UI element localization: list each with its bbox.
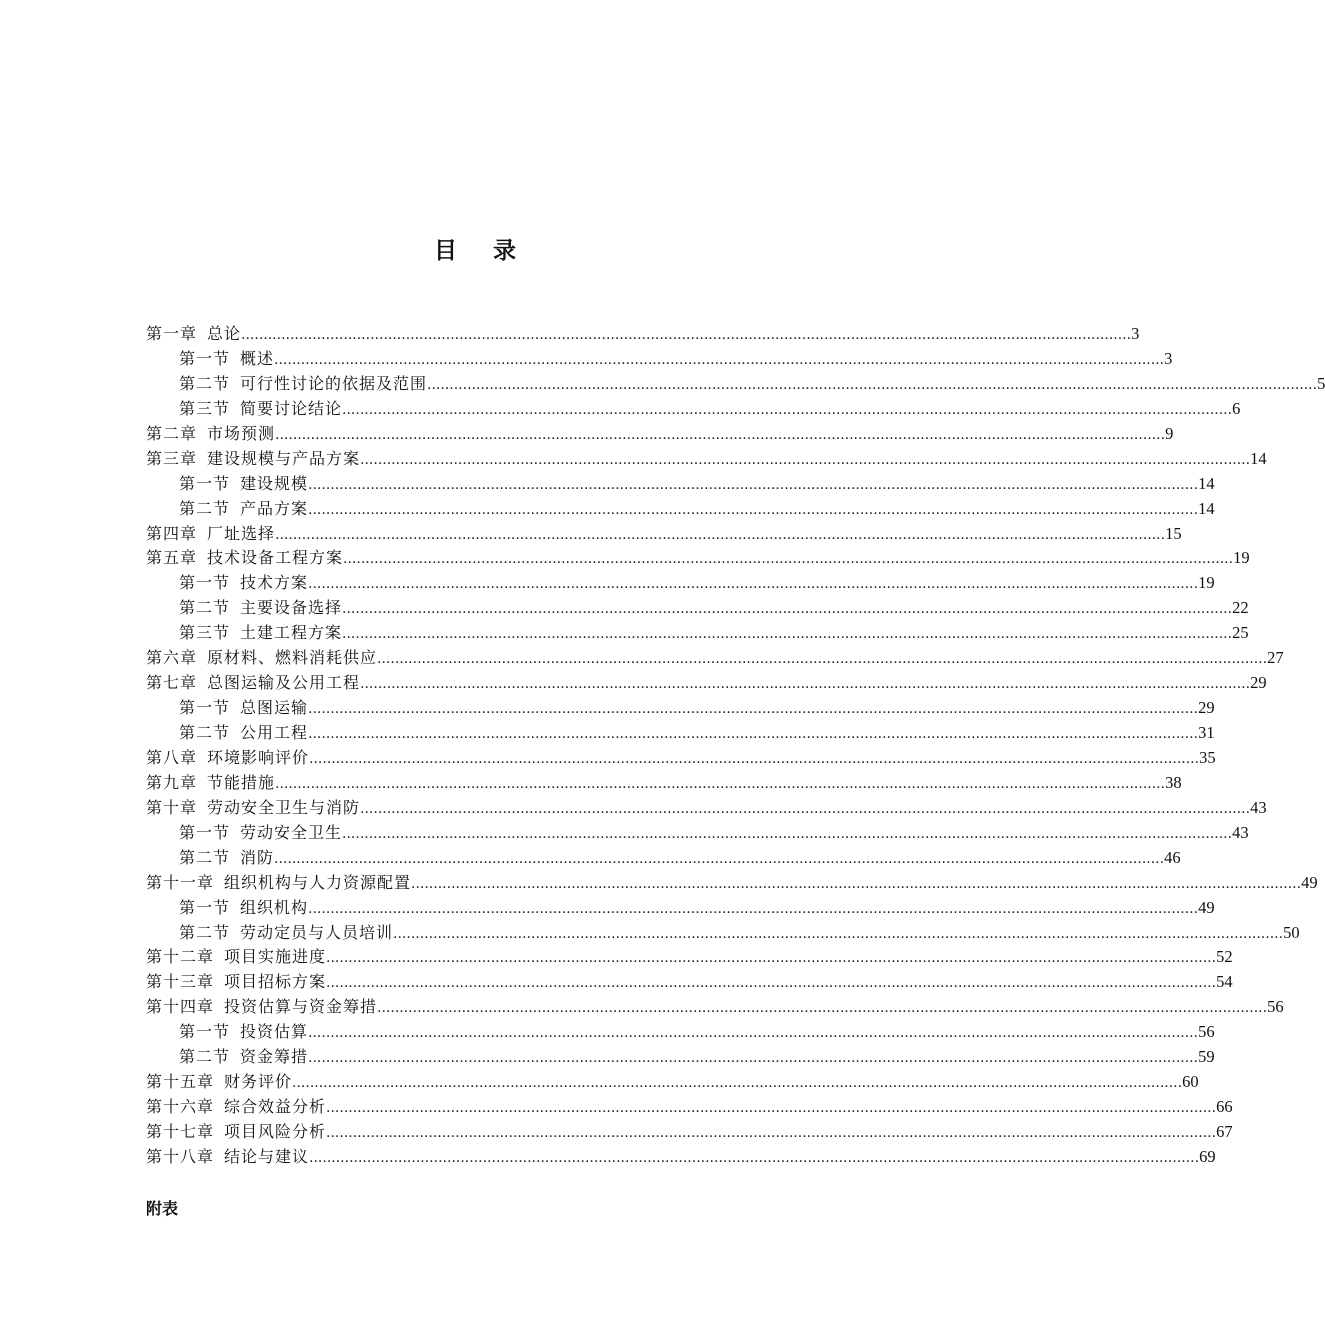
toc-entry-number: 第十八章 bbox=[146, 1146, 215, 1166]
toc-page-number: 19 bbox=[1233, 548, 1250, 568]
toc-entry-text: 技术方案 bbox=[240, 573, 309, 593]
toc-entry-number: 第十六章 bbox=[146, 1097, 215, 1117]
toc-entry-label bbox=[179, 497, 308, 522]
toc-dot-leader: ........................................................................................................................................................................................................ bbox=[342, 401, 1233, 418]
toc-entry-number: 第二节 bbox=[179, 498, 231, 518]
toc-entry-label bbox=[146, 422, 275, 447]
toc-entry-text: 总图运输及公用工程 bbox=[207, 673, 361, 693]
toc-dot-leader: ........................................................................................................................................................................................................ bbox=[241, 327, 1132, 343]
toc-chapter-entry[interactable] bbox=[146, 322, 1140, 347]
appendix-heading: 附表 bbox=[146, 1199, 179, 1218]
toc-dot-leader: ........................................................................................................................................................................................................ bbox=[326, 1125, 1217, 1141]
toc-entry-label bbox=[146, 546, 343, 571]
toc-entry-text: 简要讨论结论 bbox=[240, 398, 343, 418]
toc-page-number: 3 bbox=[1164, 348, 1173, 368]
toc-entry-label bbox=[146, 1120, 326, 1145]
toc-page-number: 29 bbox=[1250, 673, 1267, 693]
toc-dot-leader: ........................................................................................................................................................................................................ bbox=[275, 526, 1166, 543]
toc-section-entry[interactable] bbox=[146, 372, 1325, 397]
toc-chapter-entry[interactable] bbox=[146, 771, 1182, 796]
toc-dot-leader: ........................................................................................................................................................................................................ bbox=[342, 825, 1233, 842]
toc-page-number: 25 bbox=[1232, 623, 1249, 643]
toc-page-number: 56 bbox=[1267, 997, 1284, 1017]
toc-entry-text: 组织机构与人力资源配置 bbox=[224, 872, 412, 892]
toc-entry-number: 第四章 bbox=[146, 523, 198, 543]
toc-entry-number: 第二节 bbox=[179, 1047, 231, 1067]
toc-section-entry[interactable] bbox=[146, 347, 1173, 372]
toc-page-number: 5 bbox=[1317, 373, 1325, 393]
toc-section-entry[interactable] bbox=[146, 397, 1241, 422]
toc-entry-number: 第十七章 bbox=[146, 1122, 215, 1141]
toc-dot-leader: ........................................................................................................................................................................................................ bbox=[308, 476, 1199, 493]
toc-dot-leader: ........................................................................................................................................................................................................ bbox=[309, 1149, 1200, 1166]
toc-entry-text: 财务评价 bbox=[224, 1072, 293, 1092]
toc-entry-label bbox=[179, 1045, 308, 1070]
toc-section-entry[interactable] bbox=[146, 596, 1249, 621]
toc-entry-label bbox=[146, 945, 326, 970]
toc-entry-label bbox=[146, 796, 360, 821]
toc-entry-text: 综合效益分析 bbox=[224, 1097, 327, 1117]
toc-dot-leader: ........................................................................................................................................................................................................ bbox=[274, 351, 1165, 368]
toc-entry-label bbox=[146, 671, 360, 696]
toc-page-number: 60 bbox=[1182, 1072, 1199, 1092]
toc-entry-label bbox=[146, 970, 326, 995]
toc-dot-leader: ........................................................................................................................................................................................................ bbox=[326, 975, 1217, 992]
toc-chapter-entry[interactable] bbox=[146, 671, 1267, 696]
toc-dot-leader: ........................................................................................................................................................................................................ bbox=[308, 576, 1199, 593]
toc-section-entry[interactable] bbox=[146, 472, 1215, 497]
toc-dot-leader: ........................................................................................................................................................................................................ bbox=[343, 551, 1234, 568]
toc-entry-text: 劳动安全卫生 bbox=[240, 822, 343, 842]
toc-chapter-entry[interactable] bbox=[146, 422, 1174, 447]
toc-page-number: 49 bbox=[1301, 872, 1318, 892]
toc-entry-text: 总图运输 bbox=[240, 698, 309, 718]
toc-chapter-entry[interactable] bbox=[146, 1095, 1233, 1120]
toc-page-number: 14 bbox=[1250, 448, 1267, 468]
toc-dot-leader: ........................................................................................................................................................................................................ bbox=[275, 775, 1166, 792]
toc-entry-number: 第七章 bbox=[146, 673, 198, 693]
toc-section-entry[interactable] bbox=[146, 846, 1181, 871]
toc-entry-text: 厂址选择 bbox=[207, 523, 276, 543]
toc-entry-label bbox=[179, 621, 342, 646]
toc-dot-leader: ........................................................................................................................................................................................................ bbox=[292, 1075, 1183, 1092]
toc-dot-leader: ........................................................................................................................................................................................................ bbox=[326, 1100, 1217, 1117]
toc-entry-text: 投资估算与资金筹措 bbox=[224, 997, 378, 1017]
toc-page-number: 15 bbox=[1165, 523, 1182, 543]
toc-entry-text: 总论 bbox=[207, 324, 242, 343]
toc-entry-number: 第一章 bbox=[146, 324, 198, 343]
toc-entry-number: 第一节 bbox=[179, 573, 231, 593]
toc-page-number: 46 bbox=[1164, 847, 1181, 867]
toc-chapter-entry[interactable] bbox=[146, 1145, 1216, 1170]
toc-page-number: 3 bbox=[1131, 324, 1140, 343]
toc-entry-label bbox=[179, 472, 308, 497]
toc-dot-leader: ........................................................................................................................................................................................................ bbox=[393, 925, 1284, 942]
toc-entry-label bbox=[146, 447, 360, 472]
toc-entry-label bbox=[146, 995, 377, 1020]
toc-page-number: 69 bbox=[1199, 1146, 1216, 1166]
toc-page-number: 31 bbox=[1198, 723, 1215, 742]
toc-entry-number: 第九章 bbox=[146, 772, 198, 792]
toc-page-number: 38 bbox=[1165, 772, 1182, 792]
toc-entry-label bbox=[179, 721, 308, 746]
toc-entry-number: 第三节 bbox=[179, 623, 231, 643]
toc-page-number: 27 bbox=[1267, 648, 1284, 668]
toc-dot-leader: ........................................................................................................................................................................................................ bbox=[342, 601, 1233, 618]
toc-chapter-entry[interactable] bbox=[146, 871, 1318, 896]
toc-entry-number: 第十二章 bbox=[146, 947, 215, 967]
toc-entry-number: 第十四章 bbox=[146, 997, 215, 1017]
toc-page-number: 43 bbox=[1232, 822, 1249, 842]
toc-page-number: 52 bbox=[1216, 947, 1233, 967]
toc-entry-text: 公用工程 bbox=[240, 723, 309, 742]
toc-section-entry[interactable] bbox=[146, 921, 1300, 946]
toc-section-entry[interactable] bbox=[146, 821, 1249, 846]
toc-page-number: 56 bbox=[1198, 1022, 1215, 1042]
toc-entry-label bbox=[179, 1020, 308, 1045]
toc-entry-label bbox=[146, 322, 241, 347]
toc-dot-leader: ........................................................................................................................................................................................................ bbox=[377, 1000, 1268, 1017]
toc-page-number: 66 bbox=[1216, 1097, 1233, 1117]
toc-page-number: 43 bbox=[1250, 797, 1267, 817]
toc-entry-label bbox=[146, 771, 275, 796]
toc-entry-number: 第六章 bbox=[146, 648, 198, 668]
toc-entry-label bbox=[179, 896, 308, 921]
toc-entry-number: 第十五章 bbox=[146, 1072, 215, 1092]
toc-dot-leader: ........................................................................................................................................................................................................ bbox=[275, 426, 1166, 443]
toc-dot-leader: ........................................................................................................................................................................................................ bbox=[411, 875, 1302, 892]
toc-section-entry[interactable] bbox=[146, 1045, 1215, 1070]
toc-section-entry[interactable] bbox=[146, 721, 1215, 746]
toc-chapter-entry[interactable] bbox=[146, 995, 1284, 1020]
toc-entry-text: 产品方案 bbox=[240, 498, 309, 518]
toc-chapter-entry[interactable] bbox=[146, 945, 1233, 970]
toc-chapter-entry[interactable] bbox=[146, 646, 1284, 671]
toc-chapter-entry[interactable] bbox=[146, 447, 1267, 472]
toc-entry-text: 投资估算 bbox=[240, 1022, 309, 1042]
toc-entry-text: 土建工程方案 bbox=[240, 623, 343, 643]
toc-entry-text: 项目实施进度 bbox=[224, 947, 327, 967]
toc-page-number: 22 bbox=[1232, 598, 1249, 618]
toc-entry-number: 第一节 bbox=[179, 473, 231, 493]
toc-page-number: 9 bbox=[1165, 423, 1174, 443]
toc-chapter-entry[interactable] bbox=[146, 1070, 1199, 1095]
toc-entry-label bbox=[179, 821, 342, 846]
toc-entry-text: 组织机构 bbox=[240, 897, 309, 917]
toc-entry-text: 建设规模与产品方案 bbox=[207, 448, 361, 468]
toc-entry-label bbox=[179, 596, 342, 621]
toc-entry-number: 第十三章 bbox=[146, 972, 215, 992]
toc-page-number: 54 bbox=[1216, 972, 1233, 992]
toc-chapter-entry[interactable] bbox=[146, 1120, 1233, 1145]
toc-entry-label bbox=[146, 1070, 292, 1095]
toc-entry-number: 第一节 bbox=[179, 348, 231, 368]
toc-page-number: 6 bbox=[1232, 398, 1241, 418]
toc-entry-text: 节能措施 bbox=[207, 772, 276, 792]
toc-entry-label bbox=[146, 1145, 309, 1170]
toc-page-number: 35 bbox=[1199, 747, 1216, 767]
toc-dot-leader: ........................................................................................................................................................................................................ bbox=[360, 676, 1251, 693]
toc-entry-text: 市场预测 bbox=[207, 423, 276, 443]
toc-page-number: 67 bbox=[1216, 1122, 1233, 1141]
toc-entry-text: 原材料、燃料消耗供应 bbox=[207, 648, 378, 668]
toc-entry-number: 第一节 bbox=[179, 897, 231, 917]
toc-entry-text: 项目招标方案 bbox=[224, 972, 327, 992]
toc-chapter-entry[interactable] bbox=[146, 796, 1267, 821]
toc-page-number: 50 bbox=[1283, 922, 1300, 942]
toc-dot-leader: ........................................................................................................................................................................................................ bbox=[360, 451, 1251, 468]
toc-entry-text: 结论与建议 bbox=[224, 1146, 310, 1166]
toc-entry-label bbox=[179, 372, 427, 397]
table-of-contents bbox=[146, 322, 1325, 1170]
toc-chapter-entry[interactable] bbox=[146, 970, 1233, 995]
toc-entry-label bbox=[146, 871, 411, 896]
toc-section-entry[interactable] bbox=[146, 896, 1215, 921]
toc-entry-text: 劳动定员与人员培训 bbox=[240, 922, 394, 942]
toc-dot-leader: ........................................................................................................................................................................................................ bbox=[427, 376, 1318, 393]
toc-dot-leader: ........................................................................................................................................................................................................ bbox=[308, 701, 1199, 718]
toc-chapter-entry[interactable] bbox=[146, 746, 1216, 771]
toc-entry-number: 第十章 bbox=[146, 797, 198, 817]
toc-page-number: 19 bbox=[1198, 573, 1215, 593]
toc-entry-number: 第一节 bbox=[179, 1022, 231, 1042]
toc-entry-text: 环境影响评价 bbox=[207, 747, 310, 767]
toc-entry-number: 第二章 bbox=[146, 423, 198, 443]
toc-section-entry[interactable] bbox=[146, 621, 1249, 646]
toc-entry-number: 第五章 bbox=[146, 548, 198, 568]
toc-dot-leader: ........................................................................................................................................................................................................ bbox=[308, 1025, 1199, 1042]
toc-dot-leader: ........................................................................................................................................................................................................ bbox=[309, 750, 1200, 767]
toc-chapter-entry[interactable] bbox=[146, 546, 1250, 571]
toc-entry-text: 资金筹措 bbox=[240, 1047, 309, 1067]
toc-entry-label bbox=[179, 696, 308, 721]
toc-dot-leader: ........................................................................................................................................................................................................ bbox=[308, 900, 1199, 917]
toc-dot-leader: ........................................................................................................................................................................................................ bbox=[274, 850, 1165, 867]
toc-entry-text: 主要设备选择 bbox=[240, 598, 343, 618]
toc-dot-leader: ........................................................................................................................................................................................................ bbox=[308, 726, 1199, 742]
toc-chapter-entry[interactable] bbox=[146, 522, 1182, 547]
toc-dot-leader: ........................................................................................................................................................................................................ bbox=[308, 501, 1199, 518]
toc-entry-label bbox=[146, 1095, 326, 1120]
toc-entry-label bbox=[179, 921, 393, 946]
toc-dot-leader: ........................................................................................................................................................................................................ bbox=[308, 1050, 1199, 1067]
toc-entry-text: 概述 bbox=[240, 348, 275, 368]
toc-entry-text: 技术设备工程方案 bbox=[207, 548, 344, 568]
toc-page-number: 29 bbox=[1198, 698, 1215, 718]
toc-page-number: 49 bbox=[1198, 897, 1215, 917]
toc-entry-label bbox=[179, 846, 274, 871]
toc-page-number: 14 bbox=[1198, 498, 1215, 518]
toc-entry-label bbox=[179, 571, 308, 596]
toc-section-entry[interactable] bbox=[146, 497, 1215, 522]
toc-entry-text: 消防 bbox=[240, 847, 275, 867]
toc-dot-leader: ........................................................................................................................................................................................................ bbox=[377, 651, 1268, 668]
toc-page-number: 14 bbox=[1198, 473, 1215, 493]
toc-entry-text: 劳动安全卫生与消防 bbox=[207, 797, 361, 817]
toc-entry-number: 第三章 bbox=[146, 448, 198, 468]
toc-section-entry[interactable] bbox=[146, 1020, 1215, 1045]
toc-entry-text: 建设规模 bbox=[240, 473, 309, 493]
toc-entry-label bbox=[146, 522, 275, 547]
toc-section-entry[interactable] bbox=[146, 571, 1215, 596]
toc-entry-number: 第一节 bbox=[179, 698, 231, 718]
toc-entry-number: 第二节 bbox=[179, 373, 231, 393]
toc-section-entry[interactable] bbox=[146, 696, 1215, 721]
toc-dot-leader: ........................................................................................................................................................................................................ bbox=[342, 626, 1233, 643]
toc-entry-text: 项目风险分析 bbox=[224, 1122, 327, 1141]
toc-entry-number: 第二节 bbox=[179, 922, 231, 942]
toc-entry-number: 第一节 bbox=[179, 822, 231, 842]
toc-entry-number: 第二节 bbox=[179, 723, 231, 742]
toc-entry-number: 第八章 bbox=[146, 747, 198, 767]
toc-dot-leader: ........................................................................................................................................................................................................ bbox=[326, 950, 1217, 967]
toc-entry-number: 第二节 bbox=[179, 847, 231, 867]
toc-entry-text: 可行性讨论的依据及范围 bbox=[240, 373, 428, 393]
toc-page-number: 59 bbox=[1198, 1047, 1215, 1067]
toc-entry-label bbox=[146, 746, 309, 771]
page-title: 目 录 bbox=[433, 237, 530, 264]
toc-entry-number: 第十一章 bbox=[146, 872, 215, 892]
toc-entry-label bbox=[179, 347, 274, 372]
toc-entry-label bbox=[146, 646, 377, 671]
toc-entry-number: 第三节 bbox=[179, 398, 231, 418]
toc-entry-label bbox=[179, 397, 342, 422]
toc-dot-leader: ........................................................................................................................................................................................................ bbox=[360, 800, 1251, 817]
toc-entry-number: 第二节 bbox=[179, 598, 231, 618]
